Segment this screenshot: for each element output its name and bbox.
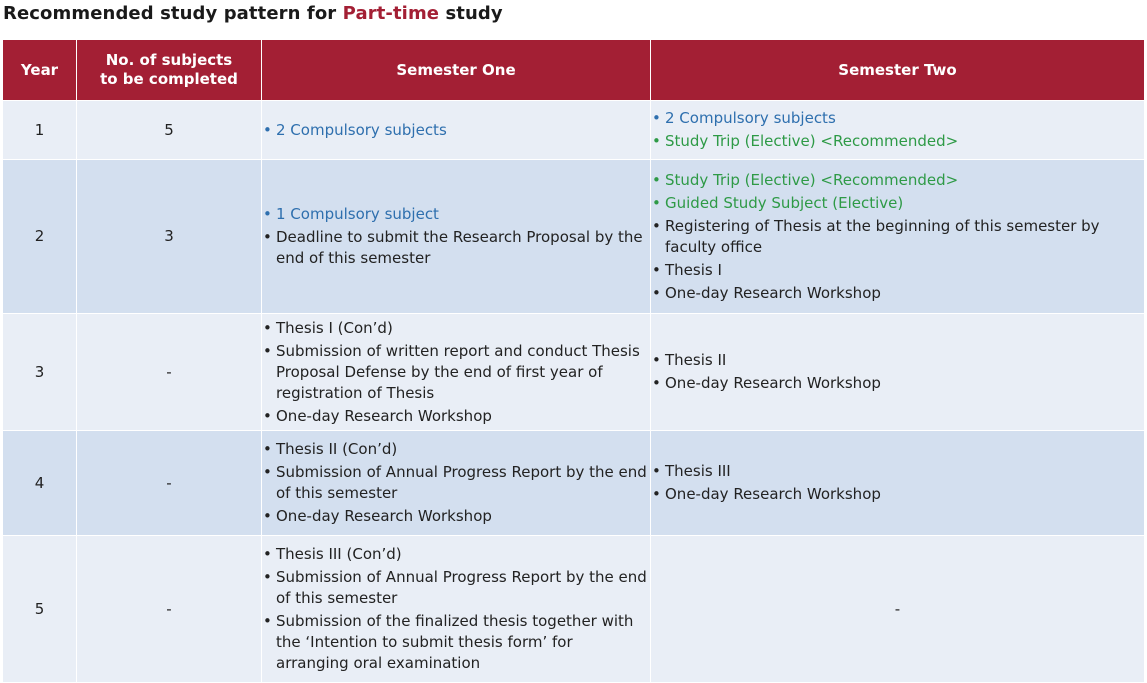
list-item: • Submission of Annual Progress Report by the end of this semester	[262, 567, 650, 609]
list-item: • Submission of Annual Progress Report by the end of this semester	[262, 462, 650, 504]
subjects-cell: -	[77, 314, 262, 431]
table-row	[3, 160, 1145, 314]
semester-one-list	[262, 120, 650, 141]
year-cell: 5	[3, 536, 77, 683]
semester-two-list	[651, 108, 1144, 152]
header-subjects-line2: to be completed	[100, 70, 238, 88]
list-item: • 2 Compulsory subjects	[651, 108, 1144, 129]
table-row	[3, 314, 1145, 431]
list-item: • Thesis II (Con’d)	[262, 439, 650, 460]
title-highlight: Part-time	[342, 3, 440, 24]
list-item: • 2 Compulsory subjects	[262, 120, 650, 141]
list-item: • One-day Research Workshop	[262, 406, 650, 427]
list-item: • One-day Research Workshop	[651, 283, 1144, 304]
list-item: • Deadline to submit the Research Proposal by the end of this semester	[262, 227, 650, 269]
table-row	[3, 536, 1145, 683]
semester-one-list	[262, 204, 650, 269]
semester-one-cell	[262, 431, 651, 536]
semester-two-list	[651, 461, 1144, 505]
subjects-cell: 3	[77, 160, 262, 314]
study-pattern-table	[2, 39, 1145, 683]
list-item: • One-day Research Workshop	[262, 506, 650, 527]
year-cell: 4	[3, 431, 77, 536]
semester-two-cell	[651, 160, 1145, 314]
header-semester-two: Semester Two	[651, 40, 1145, 101]
list-item: • Submission of the finalized thesis together with the ‘Intention to submit thesis form’ for arranging oral examination	[262, 611, 650, 674]
semester-two-list	[651, 350, 1144, 394]
list-item: • 1 Compulsory subject	[262, 204, 650, 225]
semester-two-cell	[651, 314, 1145, 431]
subjects-cell: 5	[77, 101, 262, 160]
year-cell: 1	[3, 101, 77, 160]
page-title	[3, 3, 503, 24]
list-item: • Thesis I	[651, 260, 1144, 281]
list-item: • Submission of written report and conduct Thesis Proposal Defense by the end of first year of registration of Thesis	[262, 341, 650, 404]
header-row	[3, 40, 1145, 101]
semester-one-cell	[262, 101, 651, 160]
semester-one-list	[262, 318, 650, 427]
header-subjects	[77, 40, 262, 101]
title-prefix: Recommended study pattern for	[3, 3, 343, 24]
year-cell: 2	[3, 160, 77, 314]
list-item: • Thesis I (Con’d)	[262, 318, 650, 339]
list-item: • Study Trip (Elective) <Recommended>	[651, 131, 1144, 152]
table-row	[3, 101, 1145, 160]
list-item: • Registering of Thesis at the beginning of this semester by faculty office	[651, 216, 1144, 258]
list-item: • One-day Research Workshop	[651, 373, 1144, 394]
subjects-cell: -	[77, 431, 262, 536]
list-item: • Thesis III (Con’d)	[262, 544, 650, 565]
list-item: • One-day Research Workshop	[651, 484, 1144, 505]
header-year: Year	[3, 40, 77, 101]
header-semester-one: Semester One	[262, 40, 651, 101]
semester-two-cell	[651, 101, 1145, 160]
semester-two-list	[651, 170, 1144, 304]
year-cell: 3	[3, 314, 77, 431]
semester-one-list	[262, 439, 650, 527]
list-item: • Guided Study Subject (Elective)	[651, 193, 1144, 214]
subjects-cell: -	[77, 536, 262, 683]
semester-two-cell	[651, 431, 1145, 536]
semester-one-cell	[262, 160, 651, 314]
list-item: • Study Trip (Elective) <Recommended>	[651, 170, 1144, 191]
list-item: • Thesis III	[651, 461, 1144, 482]
table-row	[3, 431, 1145, 536]
list-item: • Thesis II	[651, 350, 1144, 371]
semester-one-cell	[262, 536, 651, 683]
semester-two-cell: -	[651, 536, 1145, 683]
title-suffix: study	[439, 3, 503, 24]
semester-one-cell	[262, 314, 651, 431]
semester-one-list	[262, 544, 650, 674]
header-subjects-line1: No. of subjects	[105, 51, 233, 69]
